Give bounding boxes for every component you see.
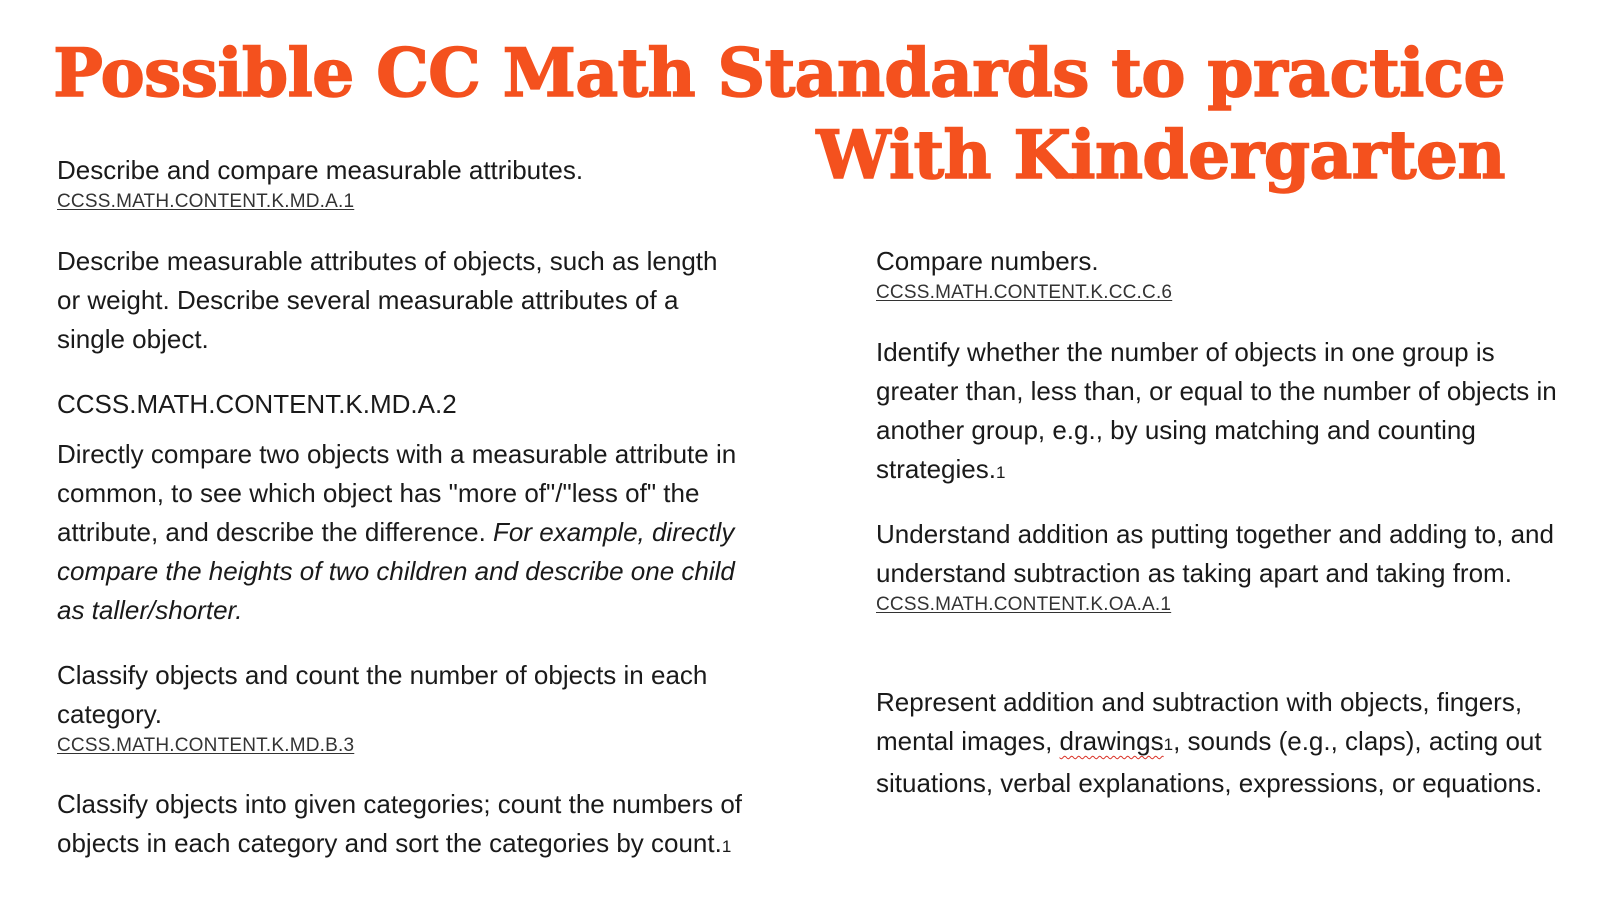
title-line-2: With Kindergarten (816, 116, 1505, 194)
md-a2-detail-text (57, 435, 747, 630)
footnote-marker: 1 (721, 837, 732, 856)
md-a2-block (57, 242, 747, 359)
oa-a1-text: Understand addition as putting together and adding to, and understand subtraction as taking apart and taking from. (876, 519, 1554, 588)
md-a1-heading: Describe and compare measurable attributes. (57, 155, 584, 185)
title-line-1: Possible CC Math Standards to practice (53, 34, 1505, 112)
oa-a1-block (876, 515, 1566, 617)
oa-a1-code-link[interactable]: CCSS.MATH.CONTENT.K.OA.A.1 (876, 594, 1172, 615)
spellcheck-word: drawings (1059, 726, 1164, 756)
cc-c6-code-link[interactable]: CCSS.MATH.CONTENT.K.CC.C.6 (876, 282, 1173, 303)
cc-c6-heading: Compare numbers. (876, 246, 1099, 276)
cc-c6-detail-block (876, 333, 1566, 492)
oa-a1-detail-part-b: , sounds (e.g., claps), acting out situations, verbal explanations, expressions, or equations. (876, 726, 1543, 798)
footnote-marker: 1 (1163, 735, 1174, 754)
md-a2-example: For example, directly compare the heights of two children and describe one child as taller/shorter. (57, 517, 735, 625)
md-a2-code-link[interactable]: CCSS.MATH.CONTENT.K.MD.A.2 (57, 389, 457, 419)
md-a1-code-link[interactable]: CCSS.MATH.CONTENT.K.MD.A.1 (57, 191, 355, 212)
md-b3-code-link[interactable]: CCSS.MATH.CONTENT.K.MD.B.3 (57, 735, 355, 756)
md-a2-text: Describe measurable attributes of objects, such as length or weight. Describe several measurable attributes of a single object. (57, 246, 718, 354)
oa-a1-detail-text (876, 683, 1566, 803)
oa-a1-detail-part-a: Represent addition and subtraction with objects, fingers, mental images, (876, 687, 1523, 756)
md-a2-detail-sentence: Directly compare two objects with a measurable attribute in common, to see which object has "more of"/"less of" the attribute, and describe the difference. (57, 439, 737, 547)
md-b3-detail-block (57, 785, 747, 866)
cc-c6-detail-sentence: Identify whether the number of objects in one group is greater than, less than, or equal to the number of objects in another group, e.g., by using matching and counting strategies. (876, 337, 1557, 484)
md-b3-detail-text (57, 785, 747, 866)
footnote-marker: 1 (995, 463, 1006, 482)
left-column (57, 151, 747, 214)
cc-c6-block (876, 242, 1566, 305)
md-a2-detail-block (57, 435, 747, 630)
md-b3-detail-sentence: Classify objects into given categories; count the numbers of objects in each category and sort the categories by count. (57, 789, 743, 858)
cc-c6-detail-text (876, 333, 1566, 492)
md-b3-heading: Classify objects and count the number of objects in each category. (57, 660, 708, 729)
oa-a1-detail-block (876, 683, 1566, 803)
md-b3-block (57, 656, 747, 758)
